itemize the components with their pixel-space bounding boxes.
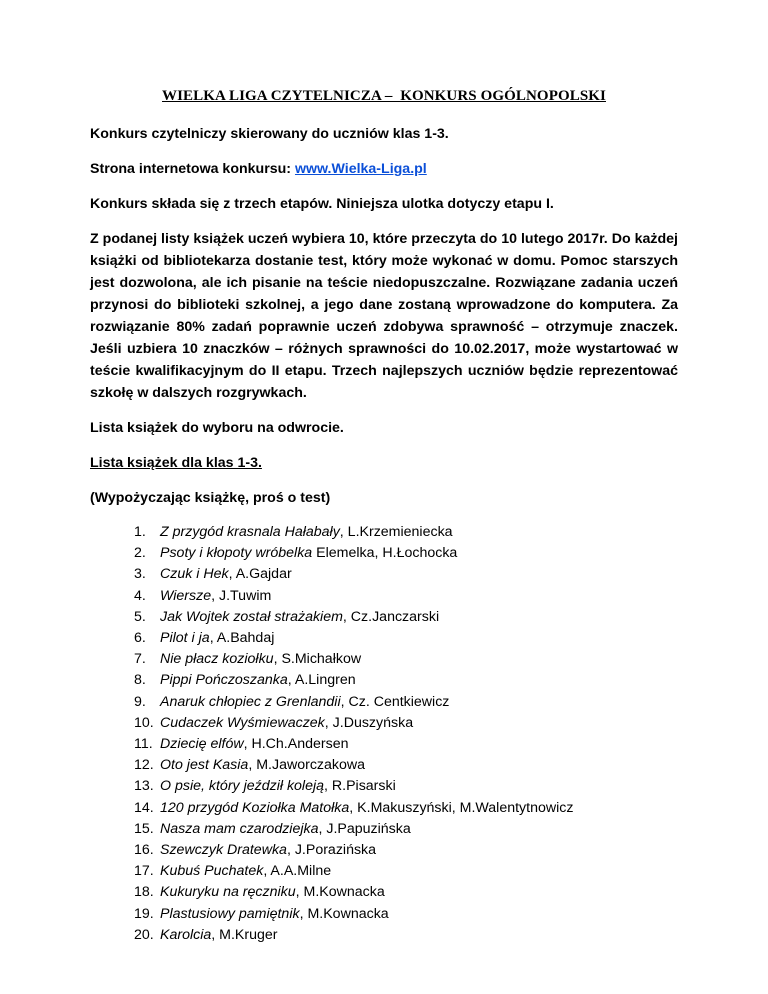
book-list-item (90, 755, 678, 776)
book-list-item (90, 819, 678, 840)
book-title: Szewczyk Dratewka (160, 842, 287, 859)
book-number: 19. (134, 905, 154, 922)
book-title: 120 przygód Koziołka Matołka (160, 799, 350, 816)
intro-text: Konkurs czytelniczy skierowany do uczniów klas 1-3. (90, 126, 449, 142)
book-author: , J.Duszyńska (324, 714, 414, 731)
book-list-item (90, 522, 678, 543)
book-title: Karolcia (160, 926, 212, 943)
book-title: Nie płacz koziołku (160, 651, 274, 668)
book-author: , R.Pisarski (324, 778, 396, 795)
book-title: Pilot i ja (160, 630, 210, 647)
book-number: 14. (134, 799, 154, 816)
book-number: 1. (134, 524, 146, 540)
book-title: Nasza mam czarodziejka (160, 820, 319, 837)
book-title: Oto jest Kasia (160, 757, 249, 774)
book-title: Z przygód krasnala Hałabały (160, 524, 340, 540)
book-author: , A.A.Milne (263, 863, 332, 880)
book-list-item (90, 564, 678, 585)
book-number: 16. (134, 842, 154, 859)
stages-text: Konkurs składa się z trzech etapów. Niniejsza ulotka dotyczy etapu I. (90, 196, 554, 212)
book-title: Anaruk chłopiec z Grenlandii (160, 693, 341, 710)
borrow-note: (Wypożyczając książkę, proś o test) (90, 490, 331, 506)
book-list-item (90, 649, 678, 670)
book-number: 6. (134, 630, 146, 647)
book-number: 2. (134, 545, 146, 562)
book-number: 11. (134, 736, 153, 753)
book-title: Dziecię elfów (160, 736, 244, 753)
book-number: 10. (134, 714, 154, 731)
website-label: Strona internetowa konkursu: (90, 161, 295, 177)
book-title: Pippi Pończoszanka (160, 672, 288, 689)
book-number: 8. (134, 672, 146, 689)
book-number: 17. (134, 863, 154, 880)
rules-text: Z podanej listy książek uczeń wybiera 10, które przeczyta do 10 lutego 2017r. Do każdej książki od bibliotekarza dostanie test, który może wykonać w domu. Pomoc starszych jest dozwolona, ale ich pisanie na teście niedopuszczalne. Rozwiązane zadania uczeń przynosi do biblioteki szkolnej, a jego dane zostaną wprowadzone do komputera. Za rozwiązanie 80% zadań poprawnie uczeń zdobywa sprawność – otrzymuje znaczek. Jeśli uzbiera 10 znaczków – różnych sprawności do 10.02.2017, może wystartować w teście kwalifikacyjnym do II etapu. Trzech najlepszych uczniów będzie reprezentować szkołę w dalszych rozgrywkach. (90, 231, 678, 401)
book-author: , M.Kruger (211, 926, 278, 943)
book-list-item (90, 713, 678, 734)
website-link[interactable]: www.Wielka-Liga.pl (294, 161, 427, 177)
document-body (90, 123, 678, 946)
book-author: , A.Bahdaj (209, 630, 275, 647)
book-author: , A.Gajdar (228, 566, 292, 583)
book-list-item (90, 840, 678, 861)
book-title: Czuk i Hek (160, 566, 229, 583)
book-author: , Cz. Centkiewicz (340, 693, 450, 710)
book-author: , M.Kownacka (299, 905, 389, 922)
book-list-item (90, 670, 678, 691)
book-number: 18. (134, 884, 154, 901)
document-title: WIELKA LIGA CZYTELNICZA – KONKURS OGÓLNOPOLSKI (162, 88, 606, 104)
book-title: Wiersze (160, 587, 212, 604)
book-list-item (90, 607, 678, 628)
book-number: 12. (134, 757, 154, 774)
book-list-item (90, 586, 678, 607)
book-author: , K.Makuszyński, M.Walentytnowicz (349, 799, 574, 816)
book-number: 7. (134, 651, 146, 668)
book-author: , L.Krzemieniecka (339, 524, 453, 540)
book-list-item (90, 776, 678, 797)
book-list-item (90, 904, 678, 925)
book-title: Kukuryku na ręczniku (160, 884, 296, 901)
book-number: 9. (134, 693, 146, 710)
book-list-item (90, 628, 678, 649)
book-list-item (90, 861, 678, 882)
book-author: , Cz.Janczarski (342, 608, 440, 625)
book-number: 4. (134, 587, 146, 604)
book-number: 3. (134, 566, 146, 583)
book-author: , S.Michałkow (273, 651, 362, 668)
book-title: Psoty i kłopoty wróbelka (160, 545, 313, 562)
book-author: , M.Jaworczakowa (248, 757, 366, 774)
book-number: 15. (134, 820, 154, 837)
book-list (90, 522, 678, 946)
book-title: Kubuś Puchatek (160, 863, 264, 880)
book-author: , M.Kownacka (295, 884, 385, 901)
book-list-heading: Lista książek dla klas 1-3. (90, 455, 262, 471)
book-list-item (90, 798, 678, 819)
list-on-back-text: Lista książek do wyboru na odwrocie. (90, 420, 344, 436)
book-number: 20. (134, 926, 154, 943)
book-author: , A.Lingren (287, 672, 356, 689)
book-list-item (90, 692, 678, 713)
book-title: Plastusiowy pamiętnik (160, 905, 300, 922)
book-author: , J.Papuzińska (318, 820, 411, 837)
book-list-item (90, 925, 678, 946)
book-author: , J.Tuwim (211, 587, 272, 604)
book-author: , J.Porazińska (286, 842, 377, 859)
book-list-item (90, 543, 678, 564)
book-title: Cudaczek Wyśmiewaczek (160, 714, 325, 731)
website-line (90, 158, 678, 180)
book-author: Elemelka, H.Łochocka (312, 545, 458, 562)
book-list-item (90, 734, 678, 755)
book-number: 13. (134, 778, 154, 795)
book-author: , H.Ch.Andersen (243, 736, 349, 753)
book-title: O psie, który jeździł koleją (160, 778, 325, 795)
book-list-item (90, 882, 678, 903)
book-number: 5. (134, 608, 146, 625)
book-title: Jak Wojtek został strażakiem (160, 608, 343, 625)
